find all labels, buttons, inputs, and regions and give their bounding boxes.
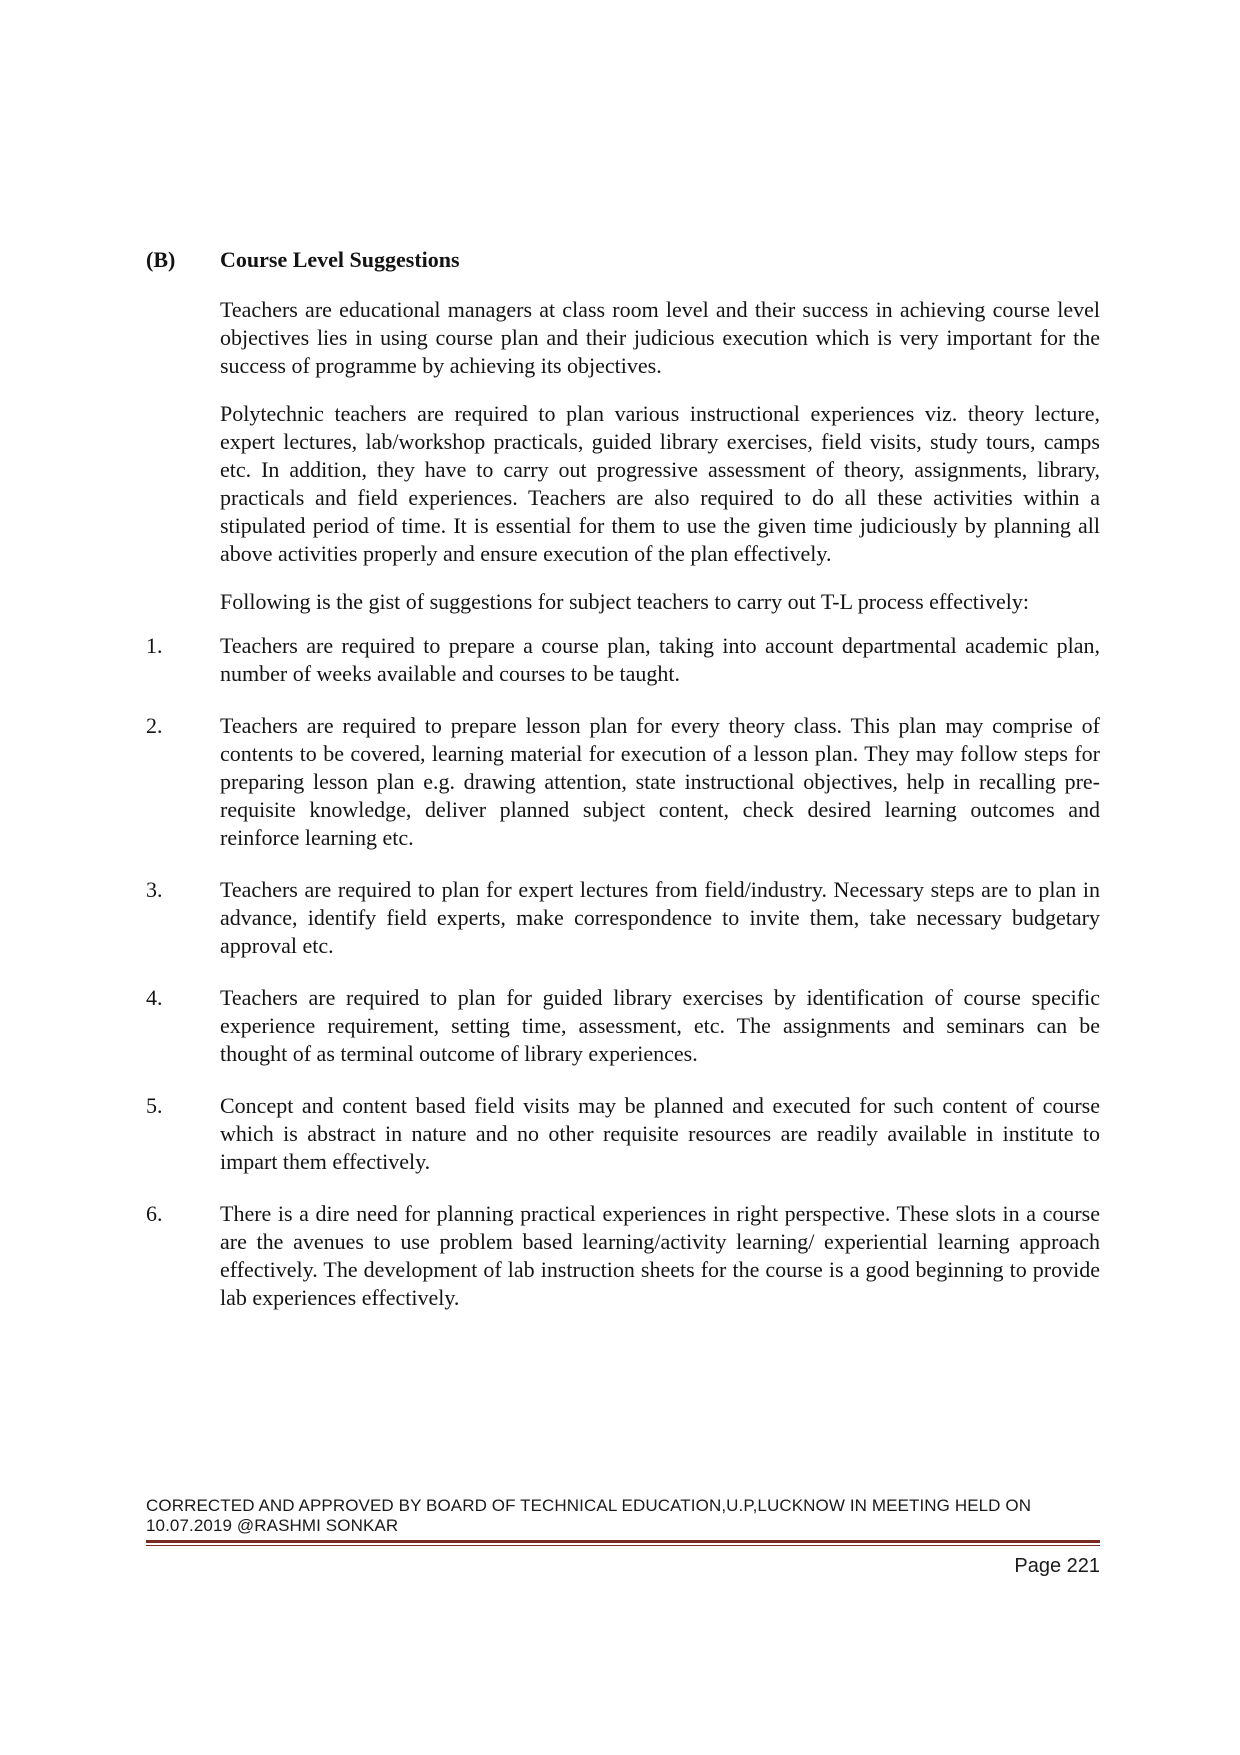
list-item-number: 2. [146,713,163,738]
intro-paragraph-2: Polytechnic teachers are required to plan various instructional experiences viz. theory lecture, expert lectures, lab/workshop practicals, guided library exercises, field visits, study tours, camps etc. In addition, they have to carry out progressive assessment of theory, assignments, library, practicals and field experiences. Teachers are also required to do all these activities within a stipulated period of time. It is essential for them to use the given time judiciously by planning all above activities properly and ensure execution of the plan effectively. [220,401,1100,566]
list-item [146,1200,1100,1312]
section-title: Course Level Suggestions [220,247,460,272]
footer-divider [146,1540,1100,1546]
list-item-text: Teachers are required to plan for expert lectures from field/industry. Necessary steps are to plan in advance, identify field experts, make correspondence to invite them, take necessary budgetary approval etc. [220,877,1100,958]
list-item-number: 5. [146,1093,163,1118]
section-heading [146,246,1100,274]
footer-approval-line-2: 10.07.2019 @RASHMI SONKAR [146,1516,399,1535]
list-item-number: 6. [146,1201,163,1226]
list-item-text: Teachers are required to prepare a course plan, taking into account departmental academic plan, number of weeks available and courses to be taught. [220,633,1100,686]
list-item-number: 4. [146,985,163,1010]
page-footer [146,1496,1100,1578]
list-item [146,632,1100,688]
page-number: Page 221 [1014,1555,1100,1577]
list-item-text: Concept and content based field visits may be planned and executed for such content of course which is abstract in nature and no other requisite resources are readily available in institute to impart them effectively. [220,1093,1100,1174]
intro-paragraph-1: Teachers are educational managers at class room level and their success in achieving course level objectives lies in using course plan and their judicious execution which is very important for the success of programme by achieving its objectives. [220,297,1100,378]
list-item [146,984,1100,1068]
list-item-text: Teachers are required to prepare lesson plan for every theory class. This plan may comprise of contents to be covered, learning material for execution of a lesson plan. They may follow steps for preparing lesson plan e.g. drawing attention, state instructional objectives, help in recalling pre-requisite knowledge, deliver planned subject content, check desired learning outcomes and reinforce learning etc. [220,713,1100,850]
suggestions-list [146,632,1100,1312]
list-item-number: 1. [146,633,163,658]
section-label: (B) [146,247,176,272]
course-level-suggestions-section [146,246,1100,1336]
list-item-text: Teachers are required to plan for guided library exercises by identification of course specific experience requirement, setting time, assessment, etc. The assignments and seminars can be thought of as terminal outcome of library experiences. [220,985,1100,1066]
list-item [146,712,1100,852]
footer-approval-line-1: CORRECTED AND APPROVED BY BOARD OF TECHNICAL EDUCATION,U.P,LUCKNOW IN MEETING HELD ON [146,1496,1032,1515]
list-item [146,876,1100,960]
list-item-number: 3. [146,877,163,902]
list-item-text: There is a dire need for planning practical experiences in right perspective. These slots in a course are the avenues to use problem based learning/activity learning/ experiential learning approach effectively. The development of lab instruction sheets for the course is a good beginning to provide lab experiences effectively. [220,1201,1100,1310]
intro-paragraph-3: Following is the gist of suggestions for subject teachers to carry out T-L process effectively: [220,589,1029,614]
list-item [146,1092,1100,1176]
